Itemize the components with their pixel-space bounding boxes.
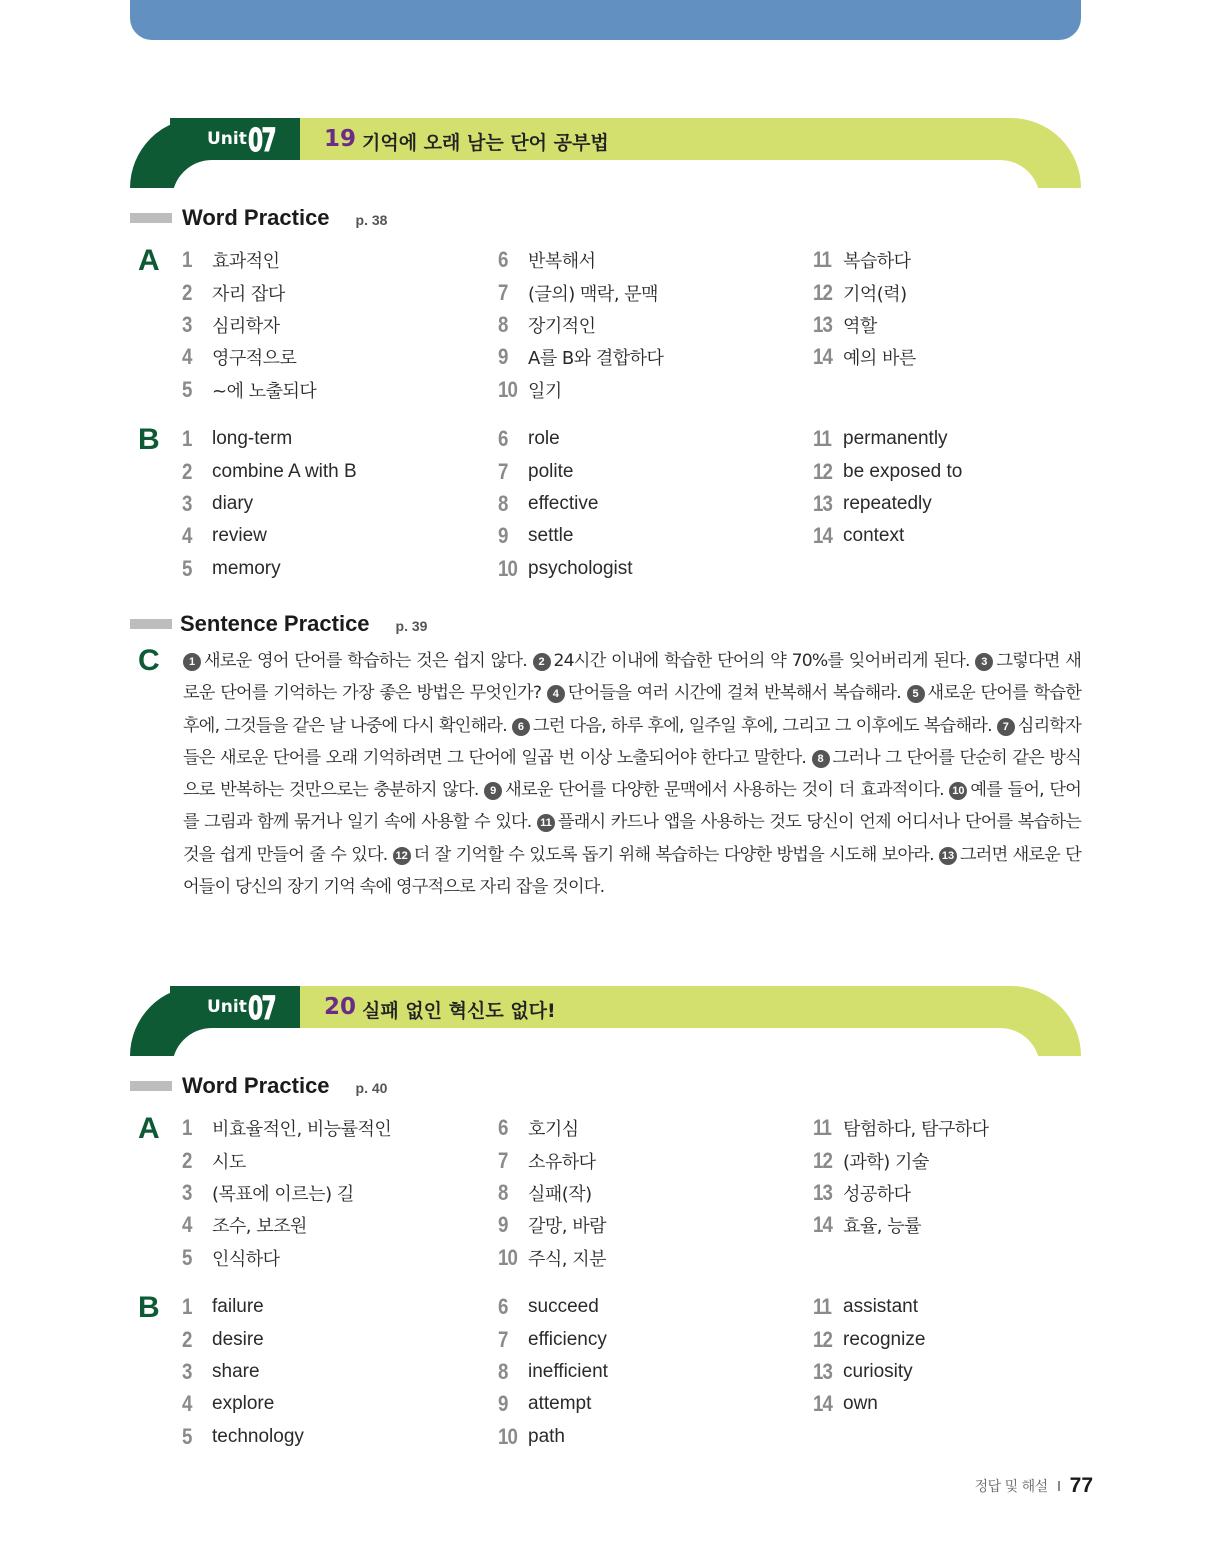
section-title: Word Practice	[182, 1073, 330, 1098]
list-item: 7 (글의) 맥락, 문맥	[498, 279, 659, 305]
list-item: 2 combine A with B	[182, 458, 357, 484]
top-banner	[130, 0, 1081, 40]
list-item: 4 explore	[182, 1391, 275, 1417]
list-item: 8 실패(작)	[498, 1179, 592, 1205]
list-item: 7 efficiency	[498, 1326, 607, 1352]
list-item: 11 복습하다	[813, 247, 911, 273]
list-item: 5 인식하다	[182, 1244, 280, 1270]
list-item: 5 ~에 노출되다	[182, 376, 317, 402]
word-column	[498, 1291, 608, 1453]
sentence: 새로운 영어 단어를 학습하는 것은 쉽지 않다.	[204, 651, 527, 671]
word-practice-heading	[130, 203, 387, 233]
list-item: 2 desire	[182, 1326, 264, 1352]
exercise-a-list	[182, 1112, 1082, 1277]
sentence-number-badge: 7	[997, 718, 1015, 736]
list-item: 12 be exposed to	[813, 458, 963, 484]
page-ref: p. 40	[355, 1080, 388, 1096]
list-item: 1 failure	[182, 1294, 264, 1320]
exercise-letter-a: A	[138, 244, 160, 277]
sentence-number-badge: 9	[484, 782, 502, 800]
list-item: 6 호기심	[498, 1115, 579, 1141]
sentence: 그런 다음, 하루 후에, 일주일 후에, 그리고 그 이후에도 복습해라.	[532, 715, 992, 736]
list-item: 12 기억(력)	[813, 279, 907, 305]
page-footer	[975, 1474, 1093, 1498]
word-column	[813, 244, 916, 374]
list-item: 9 attempt	[498, 1391, 592, 1417]
lesson-19-header	[130, 118, 1081, 188]
list-item: 5 technology	[182, 1423, 304, 1449]
list-item: 10 일기	[498, 376, 562, 402]
word-column	[498, 244, 663, 406]
list-item: 7 polite	[498, 458, 574, 484]
unit-number: 07	[248, 121, 276, 159]
sentence: 예를 들어, 단어를 그림과 함께 묶거나 일기 속에 사용할 수 있다.	[183, 780, 1081, 833]
sentence: 그러면 새로운 단어들이 당신의 장기 기억 속에 영구적으로 자리 잡을 것이다.	[183, 844, 1081, 898]
list-item: 4 조수, 보조원	[182, 1212, 307, 1238]
list-item: 7 소유하다	[498, 1147, 596, 1173]
exercise-letter-a: A	[138, 1112, 160, 1145]
list-item: 5 memory	[182, 555, 281, 581]
sentence: 그러나 그 단어를 단순히 같은 방식으로 반복하는 것만으로는 충분하지 않다.	[183, 747, 1082, 801]
unit-number: 07	[248, 989, 276, 1027]
sentence-number-badge: 3	[975, 653, 993, 671]
list-item: 8 inefficient	[498, 1358, 608, 1384]
lesson-20-header	[130, 986, 1081, 1056]
section-bar	[130, 619, 172, 629]
word-practice-heading	[130, 1071, 387, 1101]
sentence-number-badge: 4	[547, 685, 565, 703]
list-item: 10 psychologist	[498, 555, 633, 581]
list-item: 3 share	[182, 1358, 260, 1384]
list-item: 6 succeed	[498, 1294, 599, 1320]
list-item: 1 효과적인	[182, 247, 280, 273]
lesson-number: 19	[324, 126, 357, 152]
exercise-letter-b: B	[138, 1291, 160, 1324]
exercise-b-list	[182, 1291, 1082, 1456]
list-item: 8 effective	[498, 490, 599, 516]
sentence: 더 잘 기억할 수 있도록 돕기 위해 복습하는 다양한 방법을 시도해 보아라.	[413, 844, 934, 865]
list-item: 6 반복해서	[498, 247, 596, 273]
sentence: 24시간 이내에 학습한 단어의 약 70%를 잊어버리게 된다.	[553, 651, 970, 671]
list-item: 11 permanently	[813, 426, 948, 452]
word-column	[813, 1112, 989, 1242]
list-item: 13 역할	[813, 311, 877, 337]
list-item: 14 own	[813, 1391, 878, 1417]
sentence-number-badge: 11	[537, 814, 555, 832]
list-item: 10 path	[498, 1423, 565, 1449]
list-item: 13 curiosity	[813, 1358, 913, 1384]
section-title: Sentence Practice	[180, 611, 370, 636]
list-item: 4 영구적으로	[182, 344, 297, 370]
sentence-number-badge: 5	[907, 685, 925, 703]
list-item: 11 탐험하다, 탐구하다	[813, 1115, 989, 1141]
sentence-practice-heading	[130, 609, 427, 639]
sentence-number-badge: 8	[812, 750, 830, 768]
lesson-title: 기억에 오래 남는 단어 공부법	[362, 132, 609, 154]
footer-label: 정답 및 해설	[974, 1479, 1048, 1495]
list-item: 2 시도	[182, 1147, 246, 1173]
list-item: 12 recognize	[813, 1326, 926, 1352]
sentence-number-badge: 12	[393, 847, 411, 865]
list-item: 8 장기적인	[498, 311, 596, 337]
list-item: 4 review	[182, 523, 267, 549]
lesson-title: 실패 없인 혁신도 없다!	[362, 1000, 556, 1022]
sentence-number-badge: 1	[183, 653, 201, 671]
sentence-number-badge: 6	[512, 718, 530, 736]
word-column	[182, 1112, 391, 1274]
sentence: 새로운 단어를 다양한 문맥에서 사용하는 것이 더 효과적이다.	[505, 780, 944, 801]
footer-divider	[1058, 1481, 1060, 1491]
list-item: 13 성공하다	[813, 1179, 911, 1205]
word-column	[813, 423, 962, 553]
page-ref: p. 39	[395, 618, 428, 634]
word-column	[498, 423, 633, 585]
list-item: 12 (과학) 기술	[813, 1147, 929, 1173]
sentence: 새로운 단어를 학습한 후에, 그것들을 같은 날 나중에 다시 확인해라.	[183, 683, 1082, 736]
list-item: 1 long-term	[182, 426, 293, 452]
list-item: 6 role	[498, 426, 560, 452]
exercise-letter-b: B	[138, 423, 160, 456]
section-bar	[130, 1081, 172, 1091]
section-bar	[130, 213, 172, 223]
exercise-b-list	[182, 423, 1082, 588]
list-item: 14 효율, 능률	[813, 1212, 921, 1238]
list-item: 11 assistant	[813, 1294, 918, 1320]
list-item: 2 자리 잡다	[182, 279, 285, 305]
word-column	[498, 1112, 606, 1274]
list-item: 14 예의 바른	[813, 344, 916, 370]
list-item: 3 (목표에 이르는) 길	[182, 1179, 354, 1205]
list-item: 10 주식, 지분	[498, 1244, 606, 1270]
list-item: 1 비효율적인, 비능률적인	[182, 1115, 392, 1141]
exercise-a-list	[182, 244, 1082, 409]
page-ref: p. 38	[355, 212, 388, 228]
lesson-number: 20	[324, 994, 357, 1020]
word-column	[182, 423, 357, 585]
sentence-practice-text	[183, 645, 1081, 903]
section-title: Word Practice	[182, 205, 330, 230]
list-item: 3 심리학자	[182, 311, 280, 337]
exercise-letter-c: C	[138, 644, 160, 677]
word-column	[182, 244, 316, 406]
sentence-number-badge: 2	[533, 653, 551, 671]
list-item: 13 repeatedly	[813, 490, 932, 516]
sentence-number-badge: 13	[939, 847, 957, 865]
list-item: 3 diary	[182, 490, 254, 516]
unit-label: Unit	[207, 997, 247, 1017]
list-item: 14 context	[813, 523, 905, 549]
sentence: 플래시 카드나 앱을 사용하는 것도 당신이 언제 어디서나 단어를 복습하는 것을 쉽게 만들어 줄 수 있다.	[183, 812, 1081, 865]
list-item: 9 settle	[498, 523, 574, 549]
sentence: 단어들을 여러 시간에 걸쳐 반복해서 복습해라.	[567, 683, 901, 704]
sentence-number-badge: 10	[949, 782, 967, 800]
word-column	[182, 1291, 304, 1453]
list-item: 9 A를 B와 결합하다	[498, 344, 664, 370]
sentence: 그렇다면 새로운 단어를 기억하는 가장 좋은 방법은 무엇인가?	[183, 651, 1082, 704]
unit-label: Unit	[207, 129, 247, 149]
word-column	[813, 1291, 925, 1421]
list-item: 9 갈망, 바람	[498, 1212, 606, 1238]
sentence: 심리학자들은 새로운 단어를 오래 기억하려면 그 단어에 일곱 번 이상 노출되어야 한다고 말한다.	[183, 715, 1081, 768]
page-number: 77	[1069, 1474, 1093, 1497]
